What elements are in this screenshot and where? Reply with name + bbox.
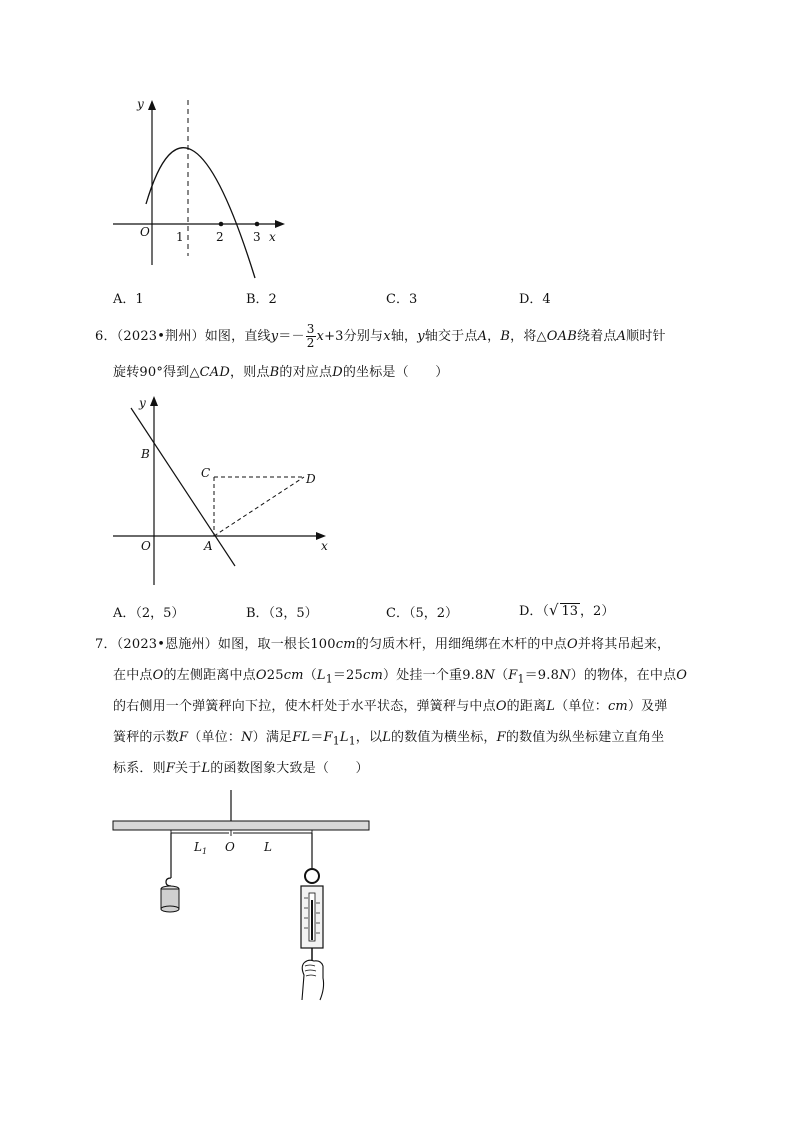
q7-l2-g: （ — [495, 668, 509, 683]
q7-l4-l1: L — [339, 730, 349, 745]
q7-l4-eq: ＝ — [310, 730, 324, 745]
q6-number: 6． — [95, 329, 117, 344]
q6-option-d-radicand: 13 — [561, 604, 579, 619]
q6-text4: ，将△ — [510, 329, 547, 344]
q6-line2-a: 旋转90°得到△ — [113, 365, 200, 380]
q7-weight-hook — [166, 878, 171, 886]
q6-eq-tail: +3分别与 — [324, 329, 384, 344]
q7-l2-cm2: cm — [363, 668, 384, 683]
q5-tick-1: 1 — [176, 230, 184, 244]
q6-line2-d: 的坐标是（ ） — [342, 365, 449, 380]
q7-l2-o2: O — [676, 668, 688, 683]
q6-line2-c: 的对应点 — [279, 365, 333, 380]
q7-l4-a: 簧秤的示数 — [113, 730, 180, 745]
q7-l2-d: （ — [303, 668, 317, 683]
q6-option-d-suffix: ，2） — [580, 604, 615, 619]
q6-x-label: x — [321, 539, 328, 553]
q6-eq-x: x — [316, 329, 325, 344]
q6-option-b[interactable]: B．（3，5） — [246, 606, 318, 621]
q7-l3-o: O — [495, 699, 507, 714]
q7-l4-d: ，以 — [355, 730, 383, 745]
q6-label-d: D — [306, 472, 316, 486]
q7-l4-sub2: 1 — [348, 734, 356, 748]
q6-pt-a2: A — [616, 329, 627, 344]
q7-l2-a: 在中点 — [113, 668, 153, 683]
q7-l2-h: ＝9.8 — [524, 668, 560, 683]
q7-l2-e: ＝25 — [332, 668, 363, 683]
q7-l2-l1sub: 1 — [325, 672, 333, 686]
q6-axis-y: y — [417, 329, 425, 344]
q7-l3-b: 的距离 — [506, 699, 547, 714]
q7-l2-i: ）的物体，在中点 — [570, 668, 677, 683]
q6-eq-eq: ＝－ — [278, 329, 305, 344]
q7-l2-o25: O — [255, 668, 267, 683]
q7-l2-f: ）处挂一个重9.8 — [383, 668, 484, 683]
q6-frac-den: 2 — [306, 336, 315, 350]
q6-tri-oab: OAB — [546, 329, 577, 344]
q7-l2-c: 25 — [266, 668, 284, 683]
q6-tri-cad: CAD — [199, 365, 230, 380]
q6-text6: 顺时针 — [626, 329, 666, 344]
q7-l1-c: 并将其吊起来， — [577, 637, 671, 652]
q6-text3: 轴交于点 — [424, 329, 478, 344]
q7-label-o: O — [225, 840, 235, 854]
q7-label-l1 — [193, 840, 207, 856]
q7-l4-fl: FL — [292, 730, 311, 745]
q7-l4-f1: F — [323, 730, 333, 745]
q5-x-label: x — [269, 230, 276, 244]
q6-label-o: O — [141, 539, 151, 553]
q7-l5-f: F — [165, 761, 176, 776]
q7-l3-cm: cm — [607, 699, 628, 714]
q6-label-b: B — [141, 447, 150, 461]
q6-option-d-prefix: D．（ — [519, 604, 549, 619]
q7-l1-unit: cm — [335, 637, 356, 652]
q7-weight-bottom — [161, 906, 179, 912]
q7-l3-d: ）及弹 — [627, 699, 668, 714]
q6-option-c[interactable]: C．（5，2） — [386, 606, 458, 621]
q6-pt-b: B — [500, 329, 511, 344]
q6-source: （2023•荆州） — [116, 329, 205, 344]
q6-eq-y: y — [270, 329, 279, 344]
q5-option-a[interactable]: A．1 — [113, 292, 144, 307]
q7-l4-f2: F — [496, 730, 506, 745]
q7-wooden-rod — [113, 821, 369, 830]
q7-l5-b: 关于 — [175, 761, 202, 776]
q7-l1-b: 的匀质木杆，用细绳绑在木杆的中点 — [355, 637, 567, 652]
q7-l3-c: （单位： — [555, 699, 608, 714]
q6-text5: 绕着点 — [576, 329, 617, 344]
q7-l2-f1sub: 1 — [517, 672, 525, 686]
q7-l4-n: N — [241, 730, 253, 745]
q6-label-a: A — [204, 539, 213, 553]
q5-option-c[interactable]: C．3 — [386, 292, 418, 307]
q7-l2-n: N — [483, 668, 496, 683]
q7-l2-f1: F — [508, 668, 518, 683]
q7-l2-b: 的左侧距离中点 — [163, 668, 256, 683]
q7-l1-a: 7．（2023•恩施州）如图，取一根长100 — [95, 637, 336, 652]
q7-l4-f: F — [179, 730, 189, 745]
q6-frac-num: 3 — [306, 322, 315, 336]
q6-option-a[interactable]: A．（2，5） — [113, 606, 185, 621]
q7-l4-c: ）满足 — [252, 730, 293, 745]
q6-pt-b2: B — [269, 365, 280, 380]
q7-l4-g: 的数值为纵坐标建立直角坐 — [505, 730, 665, 745]
q7-l4-b: （单位： — [188, 730, 242, 745]
q7-l5-a: 标系．则 — [113, 761, 166, 776]
q6-pt-d: D — [332, 365, 343, 380]
q6-text: 如图，直线 — [204, 329, 271, 344]
q7-l2-o: O — [152, 668, 164, 683]
q6-label-c: C — [201, 466, 211, 480]
q6-y-label: y — [139, 396, 146, 410]
sqrt-icon: √ — [548, 601, 559, 619]
q6-line2-b: ，则点 — [230, 365, 270, 380]
q7-label-l1-sub: 1 — [201, 847, 208, 856]
q7-scale-ring — [305, 869, 319, 883]
q5-option-b[interactable]: B．2 — [246, 292, 277, 307]
q6-pt-a: A — [477, 329, 488, 344]
q7-l1-o: O — [566, 637, 578, 652]
q6-axis-x: x — [383, 329, 391, 344]
q7-l3-l: L — [546, 699, 556, 714]
q7-label-l: L — [264, 840, 272, 854]
q7-l3-a: 的右侧用一个弹簧秤向下拉，使木杆处于水平状态，弹簧秤与中点 — [113, 699, 496, 714]
q5-tick-2: 2 — [216, 230, 224, 244]
q5-origin-label: O — [140, 225, 150, 239]
q7-l2-l1: L — [316, 668, 326, 683]
q5-tick-3: 3 — [253, 230, 261, 244]
q7-l2-cm: cm — [283, 668, 304, 683]
q6-text2: 轴， — [390, 329, 418, 344]
q6-comma: ， — [487, 329, 501, 344]
q5-option-d[interactable]: D．4 — [519, 292, 551, 307]
q7-l2-n2: N — [559, 668, 571, 683]
q7-l4-sub1: 1 — [332, 734, 340, 748]
q5-y-label: y — [137, 97, 144, 111]
q7-label-l1-main: L — [194, 840, 202, 854]
q7-l4-l: L — [382, 730, 392, 745]
q7-l5-l: L — [201, 761, 211, 776]
q7-l4-e: 的数值为横坐标， — [391, 730, 497, 745]
q7-l5-c: 的函数图象大致是（ ） — [210, 761, 369, 776]
